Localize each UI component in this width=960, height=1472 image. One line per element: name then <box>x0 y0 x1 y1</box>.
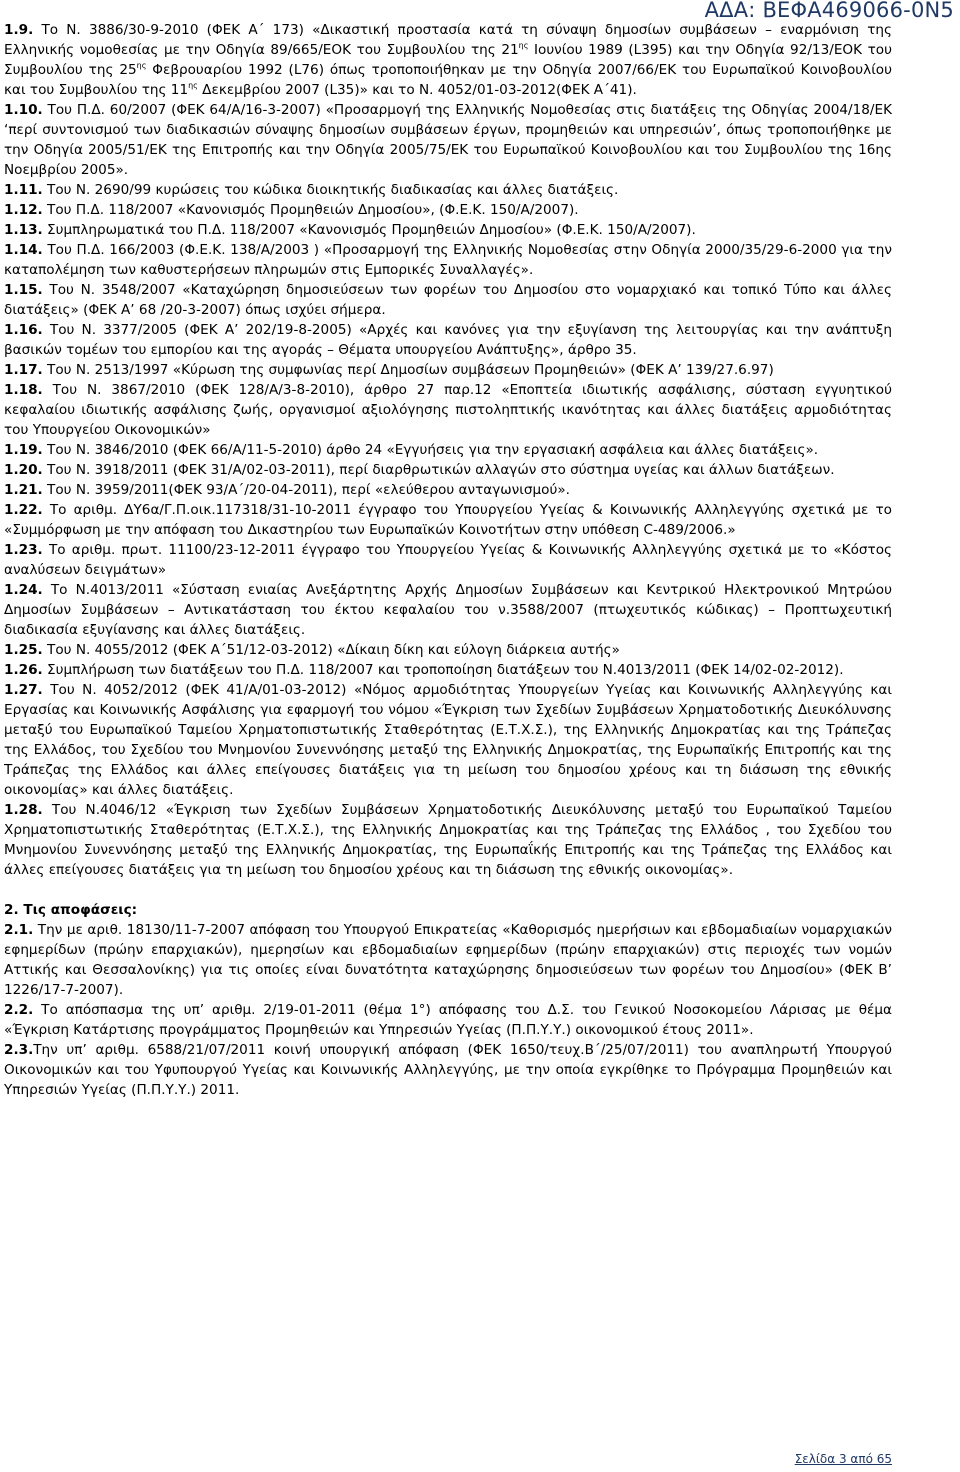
list-item: 1.14. Του Π.Δ. 166/2003 (Φ.Ε.Κ. 138/Α/2003 ) «Προσαρμογή της Ελληνικής Νομοθεσίας στην Οδηγία 2000/35/29-6-2000 για την καταπολέμηση των καθυστερήσεων πληρωμών στις Εμπορικές Συναλλαγές». <box>4 242 892 278</box>
item-number: 1.20. <box>4 462 43 478</box>
item-number: 1.24. <box>4 582 43 598</box>
item-number: 1.9. <box>4 22 34 38</box>
list-item: 1.23. Το αριθμ. πρωτ. 11100/23-12-2011 έγγραφο του Υπουργείου Υγείας & Κοινωνικής Αλληλεγγύης σχετικά με το «Κόστος αναλύσεων δειγμάτων» <box>4 542 892 578</box>
list-item: 1.25. Του Ν. 4055/2012 (ΦΕΚ Α΄51/12-03-2012) «Δίκαιη δίκη και εύλογη διάρκεια αυτής» <box>4 642 620 658</box>
section-gap <box>4 880 892 900</box>
item-number: 1.28. <box>4 802 43 818</box>
item-number: 2.2. <box>4 1002 34 1018</box>
item-number: 1.21. <box>4 482 43 498</box>
list-item: 1.26. Συμπλήρωση των διατάξεων του Π.Δ. 118/2007 και τροποποίηση διατάξεων του Ν.4013/2011 (ΦΕΚ 14/02-02-2012). <box>4 662 844 678</box>
list-item: 1.24. Το Ν.4013/2011 «Σύσταση ενιαίας Ανεξάρτητης Αρχής Δημοσίων Συμβάσεων και Κεντρικού Ηλεκτρονικού Μητρώου Δημοσίων Συμβάσεων – Αντικατάσταση του έκτου κεφαλαίου του ν.3588/2007 (πτωχευτικός κώδικας) – Προπτωχευτική διαδικασία εξυγίανσης και άλλες διατάξεις. <box>4 582 892 638</box>
list-item: 2.1. Την με αριθ. 18130/11-7-2007 απόφαση του Υπουργού Επικρατείας «Καθορισμός ημερήσιων και εβδομαδιαίων νομαρχιακών εφημερίδων (πρώην επαρχιακών), ημερησίων και εβδομαδιαίων εφημερίδων (πρώην επαρχιακών) στις περιοχές των νομών Αττικής και Θεσσαλονίκης) για τις οποίες είναι δυνατότητα καταχώρησης δημοσιεύσεων των φορέων του Δημοσίου» (ΦΕΚ Β’ 1226/17-7-2007). <box>4 922 892 998</box>
list-item: 2.2. Το απόσπασμα της υπ’ αριθμ. 2/19-01-2011 (θέμα 1°) απόφασης του Δ.Σ. του Γενικού Νοσοκομείου Λάρισας με θέμα «Έγκριση Κατάρτισης προγράμματος Προμηθειών και Υπηρεσιών Υγείας (Π.Π.Υ.Υ.) οικονομικού έτους 2011». <box>4 1002 892 1038</box>
list-item: 1.10. Του Π.Δ. 60/2007 (ΦΕΚ 64/Α/16-3-2007) «Προσαρμογή της Ελληνικής Νομοθεσίας στις διατάξεις της Οδηγίας 2004/18/ΕΚ ‘περί συντονισμού των διαδικασιών σύναψης δημοσίων συμβάσεων έργων, προμηθειών και υπηρεσιών’, όπως τροποποιήθηκε με την Οδηγία 2005/51/ΕΚ της Επιτροπής και την Οδηγία 2005/75/ΕΚ του Ευρωπαϊκού Κοινοβουλίου και του Συμβουλίου της 16ης Νοεμβρίου 2005». <box>4 102 892 178</box>
list-item: 1.15. Του Ν. 3548/2007 «Καταχώρηση δημοσιεύσεων των φορέων του Δημοσίου στο νομαρχιακό και τοπικό Τύπο και άλλες διατάξεις» (ΦΕΚ Α’ 68 /20-3-2007) όπως ισχύει σήμερα. <box>4 282 892 318</box>
ada-code: ΑΔΑ: ΒΕΦΑ469066-0Ν5 <box>704 0 954 22</box>
page-number: Σελίδα 3 από 65 <box>794 1452 892 1466</box>
list-item: 1.11. Του Ν. 2690/99 κυρώσεις του κώδικα διοικητικής διαδικασίας και άλλες διατάξεις. <box>4 182 619 198</box>
item-number: 1.23. <box>4 542 43 558</box>
list-item: 1.18. Του Ν. 3867/2010 (ΦΕΚ 128/Α/3-8-2010), άρθρο 27 παρ.12 «Εποπτεία ιδιωτικής ασφάλισης, σύσταση εγγυητικού κεφαλαίου ιδιωτικής ασφάλισης ζωής, οργανισμοί αξιολόγησης πιστοληπτικής ικανότητας και άλλες διατάξεις αρμοδιότητας του Υπουργείου Οικονομικών» <box>4 382 892 438</box>
item-number: 1.18. <box>4 382 43 398</box>
section-heading: 2. Τις αποφάσεις: <box>4 902 138 918</box>
item-number: 1.15. <box>4 282 43 298</box>
item-number: 1.10. <box>4 102 43 118</box>
item-number: 1.16. <box>4 322 43 338</box>
list-item: 1.22. Το αριθμ. ΔΥ6α/Γ.Π.οικ.117318/31-10-2011 έγγραφο του Υπουργείου Υγείας & Κοινωνικής Αλληλεγγύης σχετικά με το «Συμμόρφωση με την απόφαση του Δικαστηρίου των Ευρωπαϊκών Κοινοτήτων στην υπόθεση C-489/2006.» <box>4 502 892 538</box>
list-item: 1.28. Του Ν.4046/12 «Έγκριση των Σχεδίων Συμβάσεων Χρηματοδοτικής Διευκόλυνσης μεταξύ του Ευρωπαϊκού Ταμείου Χρηματοπιστωτικής Σταθερότητας (Ε.Τ.Χ.Σ.), της Ελληνικής Δημοκρατίας και της Τράπεζας της Ελλάδος , του Σχεδίου του Μνημονίου Συνεννόησης μεταξύ της Ελληνικής Δημοκρατίας, της Ευρωπαΐκής Επιτροπής και της Τράπεζας της Ελλάδος και άλλες επείγουσες διατάξεις για τη μείωση του δημοσίου χρέους και τη διάσωση της εθνικής οικονομίας». <box>4 802 892 878</box>
list-item: 1.19. Του Ν. 3846/2010 (ΦΕΚ 66/Α/11-5-2010) άρθο 24 «Εγγυήσεις για την εργασιακή ασφάλεια και άλλες διατάξεις». <box>4 442 819 458</box>
item-number: 1.13. <box>4 222 43 238</box>
list-item: 1.27. Του Ν. 4052/2012 (ΦΕΚ 41/Α/01-03-2012) «Νόμος αρμοδιότητας Υπουργείων Υγείας και Κοινωνικής Αλληλεγγύης και Εργασίας και Κοινωνικής Ασφάλισης για εφαρμογή του νόμου «Έγκριση των Σχεδίων Συμβάσεων Χρηματοδοτικής Διευκόλυνσης μεταξύ του Ευρωπαϊκού Ταμείου Χρηματοπιστωτικής Σταθερότητας (Ε.Τ.Χ.Σ.), της Ελληνικής Δημοκρατίας και της Τράπεζας της Ελλάδος, του Σχεδίου του Μνημονίου Συνεννόησης μεταξύ της Ελληνικής Δημοκρατίας, της Ευρωπαϊκής Επιτροπής και της Τράπεζας της Ελλάδος και άλλες επείγουσες διατάξεις για τη μείωση του δημοσίου χρέους και τη διάσωση της εθνικής οικονομίας» και άλλες διατάξεις. <box>4 682 892 798</box>
item-number: 2.3. <box>4 1042 34 1058</box>
item-number: 1.17. <box>4 362 43 378</box>
item-number: 1.25. <box>4 642 43 658</box>
item-number: 1.26. <box>4 662 43 678</box>
document-body <box>4 20 892 1100</box>
item-number: 1.27. <box>4 682 43 698</box>
list-item: 1.9. Το Ν. 3886/30-9-2010 (ΦΕΚ Α΄ 173) «Δικαστική προστασία κατά τη σύναψη δημοσίων συμβάσεων – εναρμόνιση της Ελληνικής νομοθεσίας με την Οδηγία 89/665/ΕΟΚ του Συμβουλίου της $21^{\eta\varsigma}$ Ιουνίου 1989 (L395) και την Οδηγία 92/13/ΕΟΚ του Συμβουλίου της $25^{\eta\varsigma}$ Φεβρουαρίου 1992 (L76) όπως τροποποιήθηκαν με την Οδηγία 2007/66/ΕΚ του Ευρωπαϊκού Κοινοβουλίου και του Συμβουλίου της $11^{\eta\varsigma}$ Δεκεμβρίου 2007 (L35)» και το Ν. 4052/01-03-2012(ΦΕΚ Α΄41). <box>4 22 892 98</box>
item-number: 1.19. <box>4 442 43 458</box>
list-item: 1.17. Του Ν. 2513/1997 «Κύρωση της συμφωνίας περί Δημοσίων συμβάσεων Προμηθειών» (ΦΕΚ Α’ 139/27.6.97) <box>4 362 774 378</box>
item-number: 1.22. <box>4 502 43 518</box>
item-number: 1.11. <box>4 182 43 198</box>
list-item: 1.20. Του Ν. 3918/2011 (ΦΕΚ 31/Α/02-03-2011), περί διαρθρωτικών αλλαγών στο σύστημα υγείας και άλλων διατάξεων. <box>4 462 835 478</box>
item-number: 1.14. <box>4 242 43 258</box>
item-number: 1.12. <box>4 202 43 218</box>
item-number: 2.1. <box>4 922 34 938</box>
list-item: 1.12. Του Π.Δ. 118/2007 «Κανονισμός Προμηθειών Δημοσίου», (Φ.Ε.Κ. 150/Α/2007). <box>4 202 579 218</box>
list-item: 1.13. Συμπληρωματικά του Π.Δ. 118/2007 «Κανονισμός Προμηθειών Δημοσίου» (Φ.Ε.Κ. 150/Α/2007). <box>4 222 696 238</box>
list-item: 1.16. Του Ν. 3377/2005 (ΦΕΚ Α’ 202/19-8-2005) «Αρχές και κανόνες για την εξυγίανση της λειτουργίας και την ανάπτυξη βασικών τομέων του εμπορίου και της αγοράς – Θέματα υπουργείου Ανάπτυξης», άρθρο 35. <box>4 322 892 358</box>
list-item: 2.3.Την υπ’ αριθμ. 6588/21/07/2011 κοινή υπουργική απόφαση (ΦΕΚ 1650/τευχ.Β΄/25/07/2011) του αναπληρωτή Υπουργού Οικονομικών και του Υφυπουργού Υγείας και Κοινωνικής Αλληλεγγύης, με την οποία εγκρίθηκε το Πρόγραμμα Προμηθειών και Υπηρεσιών Υγείας (Π.Π.Υ.Υ.) 2011. <box>4 1042 892 1098</box>
list-item: 1.21. Του Ν. 3959/2011(ΦΕΚ 93/Α΄/20-04-2011), περί «ελεύθερου ανταγωνισμού». <box>4 482 570 498</box>
